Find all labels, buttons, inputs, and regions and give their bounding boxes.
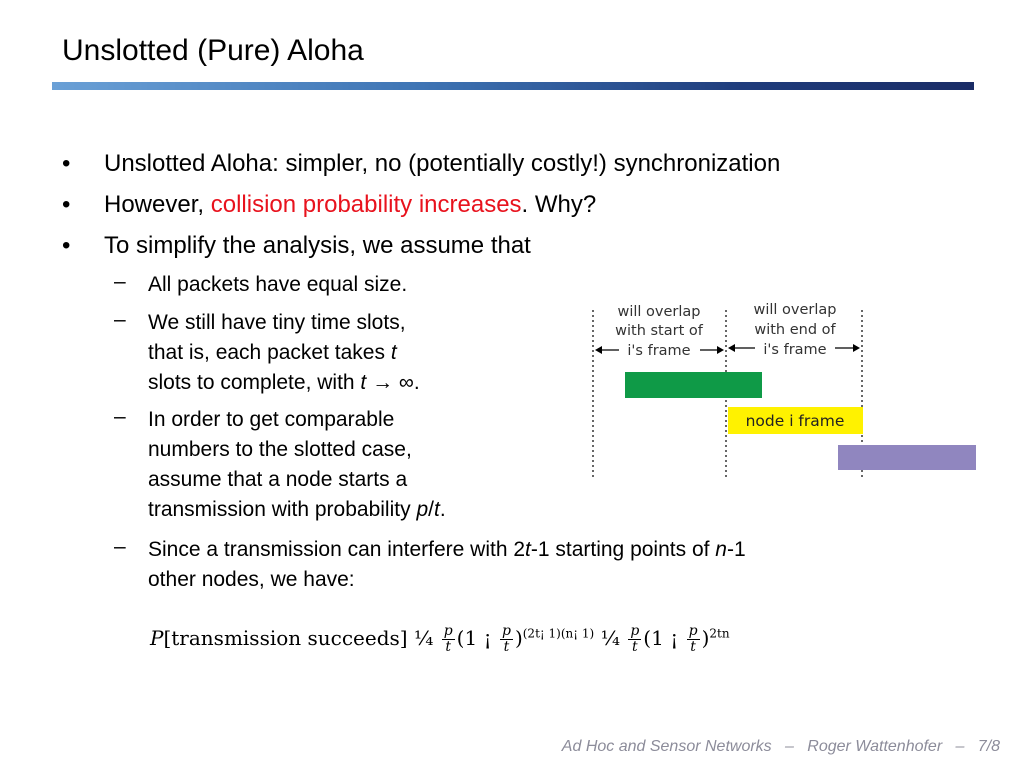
footer-separator: – <box>785 738 794 755</box>
subbullet-dash: – <box>114 405 126 428</box>
success-probability-formula <box>150 624 730 655</box>
fraction-p-over-t <box>687 624 700 655</box>
page-number: 7/8 <box>977 738 1000 755</box>
fraction-p-over-t <box>442 624 455 655</box>
bullet-2-text-after: . Why? <box>521 191 597 218</box>
variable-t: t <box>390 341 397 364</box>
slide-title: Unslotted (Pure) Aloha <box>62 34 364 67</box>
variable-p: p <box>416 498 429 521</box>
subbullet-2-line-3: slots to complete, with <box>148 371 361 394</box>
footer-course: Ad Hoc and Sensor Networks <box>561 738 772 755</box>
bullet-2-text-before: However, <box>104 191 211 218</box>
bullet-2-text <box>104 191 596 219</box>
formula-close: ) <box>701 626 710 650</box>
subbullet-dash: – <box>114 308 126 331</box>
subbullet-dash: – <box>114 270 126 293</box>
subbullet-4-line-1-mid: -1 starting points of <box>530 538 716 561</box>
fraction-denominator: t <box>503 639 510 655</box>
title-underline-bar <box>52 82 974 90</box>
formula-approx: ¼ <box>413 626 434 650</box>
subbullet-2-line-1: We still have tiny time slots, <box>148 311 406 334</box>
subbullet-dash: – <box>114 535 126 558</box>
subbullet-4-line-1-end: -1 <box>726 538 746 561</box>
formula-exponent-2: 2tn <box>709 626 730 641</box>
label-right-line-1: will overlap <box>753 302 837 318</box>
variable-n: n <box>715 538 727 561</box>
label-left-line-2: with start of <box>615 323 703 339</box>
fraction-denominator: t <box>445 639 451 655</box>
subbullet-2-line-2: that is, each packet takes <box>148 341 391 364</box>
formula-open: (1 <box>643 626 664 650</box>
subbullet-3-line-2: numbers to the slotted case, <box>148 438 412 461</box>
subbullet-4-text <box>148 535 746 595</box>
fraction-denominator: t <box>631 639 638 655</box>
fraction-numerator: p <box>688 623 698 639</box>
fraction-p-over-t <box>628 624 641 655</box>
bullet-marker: • <box>62 232 71 259</box>
bullet-3-text: To simplify the analysis, we assume that <box>104 232 531 259</box>
bullet-2-highlight: collision probability increases <box>210 191 522 218</box>
formula-event: [transmission succeeds] <box>163 626 408 650</box>
formula-open: (1 <box>456 626 478 650</box>
fraction-numerator: p <box>501 623 511 639</box>
purple-frame-block <box>838 445 976 470</box>
subbullet-3-line-3: assume that a node starts a <box>148 468 408 491</box>
slash: / <box>428 498 434 521</box>
subbullet-4-line-2: other nodes, we have: <box>148 568 355 591</box>
bullet-marker: • <box>62 150 71 177</box>
variable-t: t <box>360 371 367 394</box>
subbullet-2-text <box>148 308 420 398</box>
label-right-line-3: i's frame <box>763 342 827 358</box>
formula-exponent-1: (2t¡ 1)(n¡ 1) <box>522 626 595 641</box>
variable-t: t <box>433 498 440 521</box>
subbullet-4-line-1-pre: Since a transmission can interfere with 2 <box>148 538 526 561</box>
fraction-numerator: p <box>630 623 640 639</box>
fraction-numerator: p <box>443 623 453 639</box>
subbullet-3-line-1: In order to get comparable <box>148 408 395 431</box>
aloha-overlap-diagram <box>585 290 980 480</box>
subbullet-3-text <box>148 405 446 525</box>
formula-P: P <box>150 626 164 650</box>
fraction-p-over-t <box>500 624 513 655</box>
formula-minus: ¡ <box>483 626 492 650</box>
period: . <box>439 498 446 521</box>
label-left-line-3: i's frame <box>627 343 691 359</box>
bullet-1-text: Unslotted Aloha: simpler, no (potentially costly!) synchronization <box>104 150 781 177</box>
footer-separator: – <box>955 738 965 755</box>
label-left-line-1: will overlap <box>617 304 701 320</box>
subbullet-3-line-4: transmission with probability <box>148 498 417 521</box>
subbullet-1-text: All packets have equal size. <box>148 273 408 296</box>
formula-close: ) <box>514 626 523 650</box>
formula-approx: ¼ <box>600 626 620 650</box>
footer-author: Roger Wattenhofer <box>807 738 943 755</box>
bullet-marker: • <box>62 191 71 218</box>
formula-minus: ¡ <box>670 626 679 650</box>
limit-arrow-infinity: → ∞. <box>366 371 420 394</box>
variable-t: t <box>525 538 531 561</box>
label-right-line-2: with end of <box>754 322 836 338</box>
node-i-frame-label: node i frame <box>745 412 845 430</box>
fraction-denominator: t <box>690 639 696 655</box>
green-frame-block <box>625 372 762 398</box>
slide-footer <box>562 738 1000 756</box>
